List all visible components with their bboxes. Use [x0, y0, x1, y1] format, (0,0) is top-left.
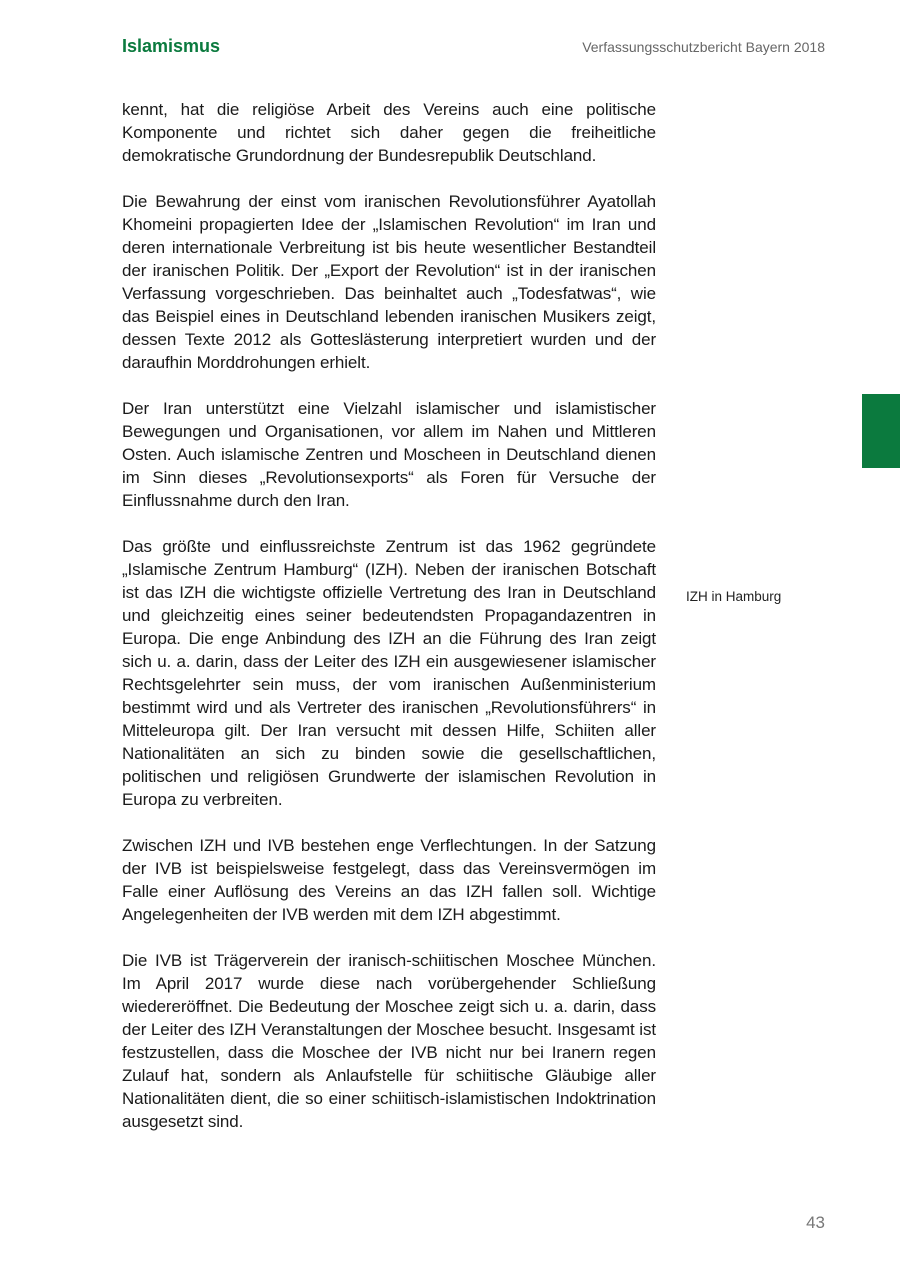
body-text: [122, 98, 656, 1156]
paragraph: Die Bewahrung der einst vom iranischen Revolutionsführer Ayatollah Khomeini propagierten Idee der „Islamischen Revolution“ im Iran und deren internationale Verbreitung ist bis heute wesentlicher Bestandteil der iranischen Politik. Der „Export der Revolution“ ist in der iranischen Verfassung vorgeschrieben. Das beinhaltet auch „Todesfatwas“, wie das Beispiel eines in Deutschland lebenden iranischen Musikers zeigt, dessen Texte 2012 als Gotteslästerung interpretiert wurden und der daraufhin Morddrohungen erhielt.: [122, 192, 656, 372]
section-title: Islamismus: [122, 36, 221, 56]
paragraph: Der Iran unterstützt eine Vielzahl islamischer und islamistischer Bewegungen und Organisationen, vor allem im Nahen und Mittleren Osten. Auch islamische Zentren und Moscheen in Deutschland dienen im Sinn dieses „Revolutionsexports“ als Foren für Versuche der Einflussnahme durch den Iran.: [122, 399, 656, 510]
report-title: Verfassungsschutzbericht Bayern 2018: [582, 39, 825, 55]
paragraph: Die IVB ist Trägerverein der iranisch-schiitischen Moschee München. Im April 2017 wurde diese nach vorübergehender Schließung wiedereröffnet. Die Bedeutung der Moschee zeigt sich u. a. darin, dass der Leiter des IZH Veranstaltungen der Moschee besucht. Insgesamt ist festzustellen, dass die Moschee der IVB nicht nur bei Iranern regen Zulauf hat, sondern als Anlaufstelle für schiitische Gläubige aller Nationalitäten dient, die so einer schiitisch-islamistischen Indoktrination ausgesetzt sind.: [122, 951, 656, 1131]
page-number: 43: [806, 1213, 825, 1232]
paragraph: kennt, hat die religiöse Arbeit des Vereins auch eine politische Komponente und richtet sich daher gegen die freiheitliche demokratische Grundordnung der Bundesrepublik Deutschland.: [122, 100, 656, 165]
paragraph: Zwischen IZH und IVB bestehen enge Verflechtungen. In der Satzung der IVB ist beispielsweise festgelegt, dass das Vereinsvermögen im Falle einer Auflösung des Vereins an das IZH fallen soll. Wichtige Angelegenheiten der IVB werden mit dem IZH abgestimmt.: [122, 836, 656, 924]
paragraph: Das größte und einflussreichste Zentrum ist das 1962 gegründete „Islamische Zentrum Hamburg“ (IZH). Neben der iranischen Botschaft ist das IZH die wichtigste offizielle Vertretung des Iran in Deutschland und gleichzeitig eines seiner bedeutendsten Propagandazentren in Europa. Die enge Anbindung des IZH an die Führung des Iran zeigt sich u. a. darin, dass der Leiter des IZH ein ausgewiesener islamischer Rechtsgelehrter sein muss, der vom iranischen Außenministerium bestimmt wird und als Vertreter des iranischen „Revolutionsführers“ in Mitteleuropa gilt. Der Iran versucht mit dessen Hilfe, Schiiten aller Nationalitäten an sich zu binden sowie die gesellschaftlichen, politischen und religiösen Grundwerte der islamischen Revolution in Europa zu verbreiten.: [122, 537, 656, 809]
chapter-tab-marker: [862, 394, 900, 468]
margin-note: IZH in Hamburg: [686, 589, 782, 604]
